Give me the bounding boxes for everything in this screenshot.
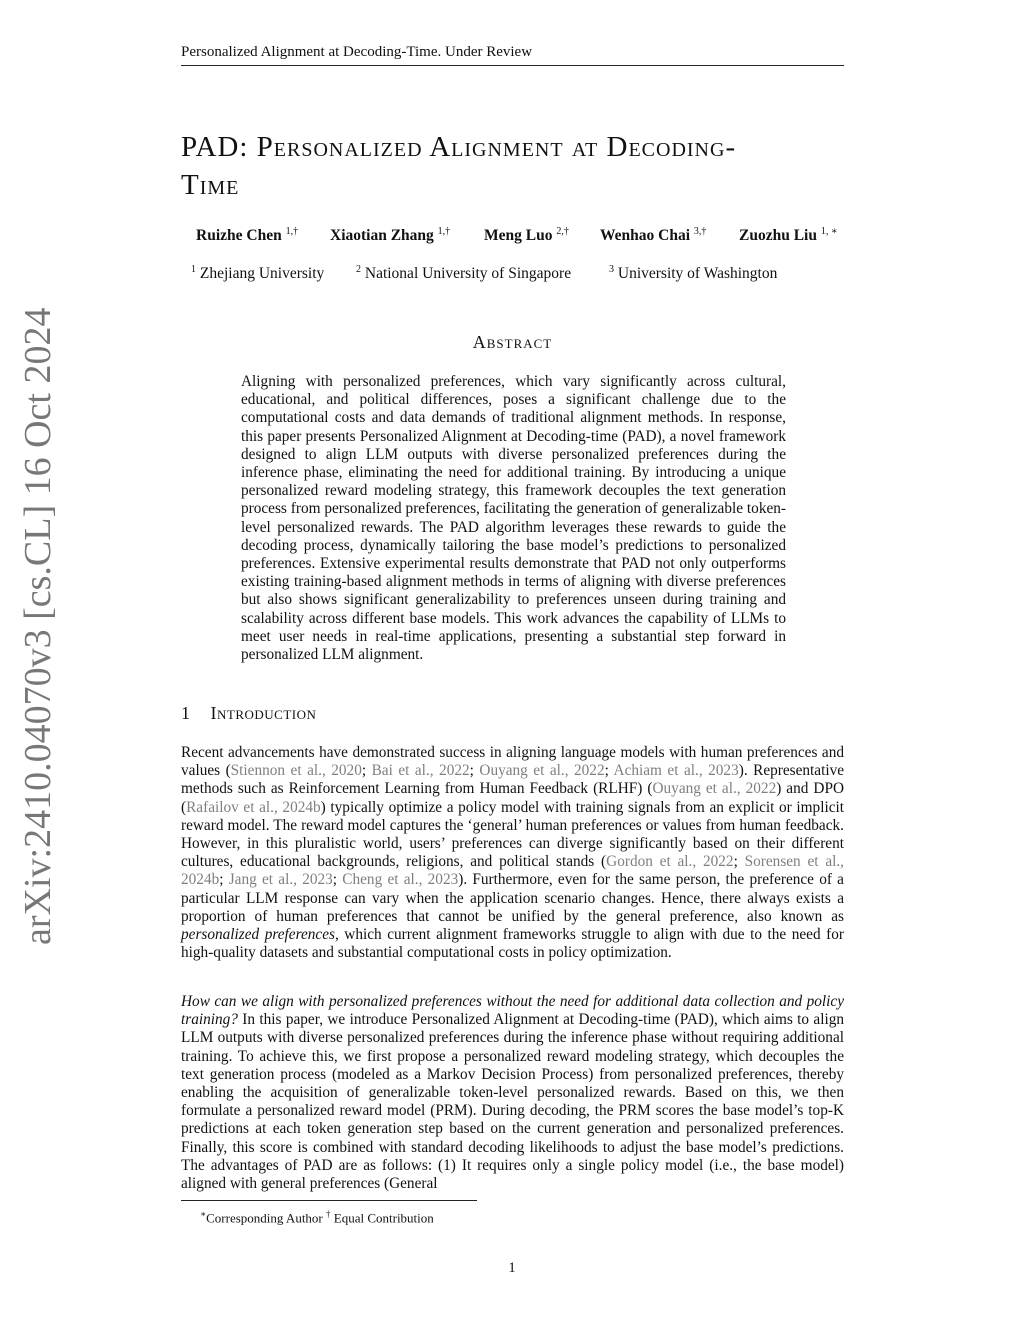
affiliation-number: 3 <box>609 264 614 275</box>
paper-title <box>181 128 861 204</box>
affiliation-number: 2 <box>356 264 361 275</box>
body-text: ). Representative methods such as Reinforcement Learning from Human Feedback (RLHF) ( <box>181 762 845 798</box>
citation-link[interactable]: Ouyang et al., 2022 <box>652 780 777 798</box>
body-text: In this paper, we introduce Personalized Alignment at Decoding-time (PAD), which aims to align LLM outputs with diverse personalized preferences during the inference phase without requiring additional training. To achieve this, we first propose a personalized reward modeling strategy, which decouples the text generation process (modeled as a Markov Decision Process) from personalized preferences, thereby enabling the acquisition of generalizable token-level personalized rewards. Based on this, we then formulate a personalized reward model (PRM). During decoding, the PRM scores the base model’s top-K predictions at each token generation step based on the current generation and personalized preferences. Finally, this score is combined with standard decoding likelihoods to adjust the base model’s predictions. The advantages of PAD are as follows: (1) It requires only a single policy model (i.e., the base model) aligned with general preferences (General <box>181 1011 844 1193</box>
author-marks: 2,† <box>556 226 569 237</box>
body-text: ) and DPO ( <box>181 780 844 816</box>
author <box>330 226 450 245</box>
citation-link[interactable]: Cheng et al., 2023 <box>342 871 459 889</box>
running-head: Personalized Alignment at Decoding-Time. Under Review <box>181 44 533 60</box>
author-name: Wenhao Chai <box>600 227 691 245</box>
author-marks: 1, ∗ <box>820 226 838 237</box>
emphasis-text: How can we align with personalized preferences without the need for additional data collection and policy training? <box>181 993 844 1029</box>
emphasis-text: personalized preferences <box>181 926 335 944</box>
author <box>600 226 706 245</box>
body-text: ; <box>733 853 745 871</box>
abstract-text: Aligning with personalized preferences, which vary significantly across cultural, educational, and political differences, poses a significant challenge due to the computational costs and data demands of traditional alignment methods. In response, this paper presents Personalized Alignment at Decoding-time (PAD), a novel framework designed to align LLM outputs with diverse personalized preferences during the inference phase, eliminating the need for additional training. By introducing a unique personalized reward modeling strategy, this framework decouples the text generation process from personalized preferences, facilitating the generation of generalizable token-level personalized rewards. The PAD algorithm leverages these rewards to guide the decoding process, dynamically tailoring the base model’s predictions to personalized preferences. Extensive experimental results demonstrate that PAD not only outperforms existing training-based alignment methods in terms of aligning with diverse preferences but also shows significant generalizability to preferences unseen during training and scalability across different base models. This work advances the capability of LLMs to meet user needs in real-time applications, presenting a substantial step forward in personalized LLM alignment. <box>241 373 786 664</box>
title-line-1: PAD: Personalized Alignment at Decoding- <box>181 131 737 163</box>
author <box>739 226 838 245</box>
affiliation <box>191 264 324 283</box>
intro-paragraph-2 <box>181 993 844 1193</box>
body-text: ; <box>469 762 480 780</box>
affiliation-name: University of Washington <box>617 265 778 283</box>
page-number: 1 <box>508 1260 516 1276</box>
citation-link[interactable]: Bai et al., 2022 <box>371 762 470 780</box>
citation-link[interactable]: Achiam et al., 2023 <box>613 762 739 780</box>
affiliation-number: 1 <box>191 264 196 275</box>
body-text: Recent advancements have demonstrated success in aligning language models with human preferences and values ( <box>181 744 844 780</box>
footnote-dagger: † <box>326 1209 331 1219</box>
affiliation-name: National University of Singapore <box>364 265 572 283</box>
affiliation <box>609 264 777 283</box>
author-marks: 1,† <box>285 226 299 237</box>
affiliation-name: Zhejiang University <box>199 265 325 283</box>
author-marks: 1,† <box>437 226 451 237</box>
author <box>196 226 298 245</box>
body-text: ; <box>361 762 372 780</box>
body-text: ; <box>332 871 343 889</box>
affiliation <box>356 264 571 283</box>
body-text: ; <box>219 871 229 889</box>
intro-paragraph-1 <box>181 744 844 962</box>
abstract-heading: Abstract <box>472 332 553 352</box>
author-name: Meng Luo <box>484 227 553 245</box>
citation-link[interactable]: Gordon et al., 2022 <box>606 853 734 871</box>
citation-link[interactable]: Rafailov et al., 2024b <box>186 798 321 816</box>
citation-link[interactable]: Ouyang et al., 2022 <box>479 762 605 780</box>
header-rule <box>181 65 844 66</box>
body-text: ) typically optimize a policy model with training signals from an explicit or implicit reward model. The reward model captures the ‘general’ human preferences or values from human feedback. However, in this pluralistic world, users’ preferences can diverge significantly based on their different cultures, educational backgrounds, religions, and political stands ( <box>181 798 844 871</box>
citation-link[interactable]: Sorensen et al., 2024b <box>181 853 845 889</box>
citation-link[interactable]: Jang et al., 2023 <box>228 871 333 889</box>
footnote <box>200 1209 434 1226</box>
arxiv-identifier-stamp: arXiv:2410.04070v3 [cs.CL] 16 Oct 2024 <box>17 307 59 945</box>
body-text: , which current alignment frameworks struggle to align with due to the need for high-quality datasets and substantial computational costs in policy optimization. <box>181 926 844 962</box>
section-number: 1 <box>181 703 191 723</box>
author-name: Xiaotian Zhang <box>330 227 434 245</box>
author-marks: 3,† <box>693 226 707 237</box>
footnote-rule <box>181 1200 477 1201</box>
section-heading <box>181 703 844 724</box>
body-text: ; <box>604 762 614 780</box>
author <box>484 226 569 245</box>
body-text: ). Furthermore, even for the same person, the preference of a particular LLM response can vary when the application scenario changes. Hence, there always exists a proportion of human preferences that cannot be unified by the general preference, also known as <box>181 871 844 925</box>
citation-link[interactable]: Stiennon et al., 2020 <box>230 762 362 780</box>
title-line-2: Time <box>181 169 240 201</box>
footnote-text-2: Equal Contribution <box>333 1210 434 1226</box>
author-name: Ruizhe Chen <box>196 227 282 245</box>
footnote-star: ∗ <box>200 1209 207 1219</box>
footnote-text-1: Corresponding Author <box>206 1210 323 1226</box>
author-name: Zuozhu Liu <box>739 227 817 245</box>
section-title-text: Introduction <box>210 703 317 723</box>
